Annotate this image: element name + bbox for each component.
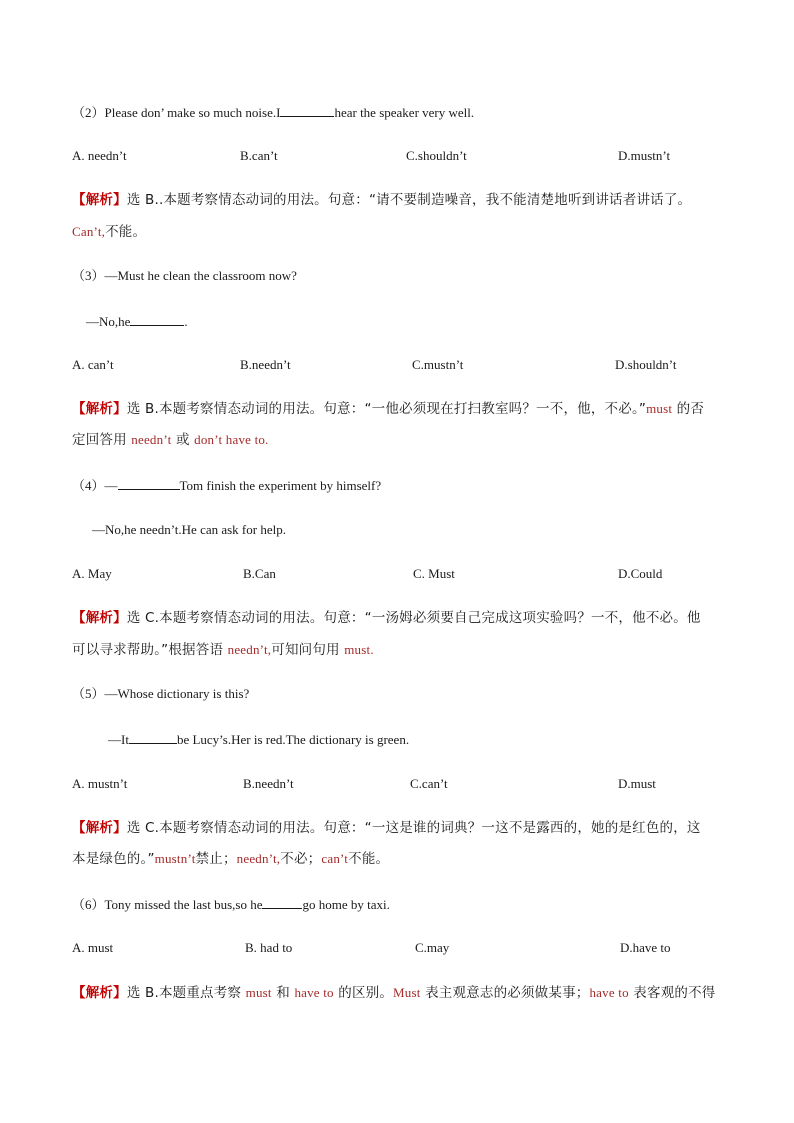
- answer-blank: [130, 313, 184, 326]
- analysis-text: 选 C.本题考察情态动词的用法。句意：“一汤姆必须要自己完成这项实验吗？一不，他不必。他: [126, 610, 701, 626]
- analysis-tag: 【解析】: [72, 192, 127, 208]
- analysis-keyword: needn’t: [131, 432, 172, 447]
- question-5-stem: （5）—Whose dictionary is this?: [72, 686, 250, 701]
- stem-part: （2）Please don’ make so much noise.I: [72, 105, 281, 120]
- analysis-text: 的区别。: [333, 985, 394, 1001]
- analysis-tag: 【解析】: [72, 610, 127, 626]
- option-a: A. needn’t: [72, 148, 127, 163]
- answer-blank: [262, 896, 302, 909]
- stem-part: Tom finish the experiment by himself?: [179, 478, 382, 493]
- reply-part: —No,he: [86, 314, 131, 329]
- analysis-keyword: Must: [393, 985, 421, 1000]
- analysis-text: 的否: [672, 401, 705, 417]
- analysis-keyword: must.: [344, 642, 374, 657]
- analysis-text: 定回答用: [72, 432, 132, 448]
- analysis-3-line2: [72, 432, 269, 448]
- analysis-text: 本是绿色的。”: [72, 851, 155, 867]
- analysis-2-line2: [72, 224, 146, 240]
- analysis-keyword: needn’t,: [227, 642, 272, 657]
- analysis-keyword: needn’t,: [236, 851, 281, 866]
- analysis-keyword: can’t: [321, 851, 349, 866]
- analysis-text: 选 B.本题考察情态动词的用法。句意：“一他必须现在打扫教室吗？一不，他，不必。”: [126, 401, 647, 417]
- option-d: D.Could: [618, 566, 663, 581]
- question-6-stem: [72, 896, 390, 913]
- question-4-reply: —No,he needn’t.He can ask for help.: [92, 522, 286, 537]
- question-3-reply: [86, 313, 188, 330]
- stem-part: hear the speaker very well.: [334, 105, 475, 120]
- analysis-tag: 【解析】: [72, 401, 127, 417]
- option-c: C. Must: [413, 566, 455, 581]
- analysis-text: 和: [271, 985, 295, 1001]
- analysis-text: 选 C.本题考察情态动词的用法。句意：“一这是谁的词典？一这不是露西的，她的是红色的，这: [126, 820, 701, 836]
- analysis-2-line1: [72, 192, 691, 208]
- option-a: A. can’t: [72, 357, 114, 372]
- analysis-3-line1: [72, 401, 704, 417]
- analysis-text: 选 B.本题重点考察: [126, 985, 246, 1001]
- analysis-keyword: have to: [294, 985, 334, 1000]
- option-b: B.needn’t: [243, 776, 294, 791]
- analysis-text: 禁止；: [195, 851, 237, 867]
- analysis-text: 不能。: [105, 224, 147, 240]
- analysis-text: 选 B..本题考察情态动词的用法。句意：“请不要制造噪音，我不能清楚地听到讲话者讲话了。: [126, 192, 692, 208]
- analysis-text: 不能。: [348, 851, 390, 867]
- stem-part: go home by taxi.: [302, 897, 390, 912]
- question-3-stem: （3）—Must he clean the classroom now?: [72, 268, 297, 283]
- option-c: C.mustn’t: [412, 357, 464, 372]
- option-c: C.may: [415, 940, 450, 955]
- option-d: D.shouldn’t: [615, 357, 677, 372]
- analysis-keyword: mustn’t: [154, 851, 196, 866]
- analysis-keyword: don’t have to.: [194, 432, 269, 447]
- analysis-text: 或: [171, 432, 195, 448]
- option-b: B.can’t: [240, 148, 278, 163]
- analysis-text: 表客观的不得: [628, 985, 716, 1001]
- analysis-tag: 【解析】: [72, 820, 127, 836]
- question-5-reply: [108, 731, 409, 748]
- analysis-6-line1: [72, 985, 716, 1001]
- analysis-4-line2: [72, 642, 374, 658]
- analysis-5-line1: [72, 820, 701, 836]
- option-a: A. must: [72, 940, 114, 955]
- analysis-text: 不必；: [280, 851, 322, 867]
- option-d: D.must: [618, 776, 656, 791]
- stem-part: （4）—: [72, 478, 118, 493]
- reply-part: be Lucy’s.Her is red.The dictionary is green.: [176, 732, 410, 747]
- option-a: A. mustn’t: [72, 776, 128, 791]
- analysis-keyword: must: [245, 985, 272, 1000]
- answer-blank: [129, 731, 177, 744]
- option-a: A. May: [72, 566, 112, 581]
- option-d: D.mustn’t: [618, 148, 671, 163]
- reply-part: .: [184, 314, 188, 329]
- analysis-keyword: must: [646, 401, 673, 416]
- analysis-text: 可以寻求帮助。”根据答语: [72, 642, 228, 658]
- option-b: B.Can: [243, 566, 276, 581]
- answer-blank: [280, 104, 334, 117]
- analysis-5-line2: [72, 851, 389, 867]
- analysis-text: 表主观意志的必须做某事；: [420, 985, 590, 1001]
- option-c: C.can’t: [410, 776, 448, 791]
- answer-blank: [118, 477, 180, 490]
- analysis-tag: 【解析】: [72, 985, 127, 1001]
- analysis-text: 可知问句用: [271, 642, 345, 658]
- option-b: B.needn’t: [240, 357, 291, 372]
- analysis-keyword: have to: [589, 985, 629, 1000]
- analysis-4-line1: [72, 610, 701, 626]
- option-c: C.shouldn’t: [406, 148, 467, 163]
- question-2-stem: [72, 104, 474, 121]
- question-4-stem: [72, 477, 381, 494]
- analysis-keyword: Can’t,: [72, 224, 106, 239]
- reply-part: —It: [108, 732, 129, 747]
- option-b: B. had to: [245, 940, 293, 955]
- stem-part: （6）Tony missed the last bus,so he: [72, 897, 263, 912]
- option-d: D.have to: [620, 940, 671, 955]
